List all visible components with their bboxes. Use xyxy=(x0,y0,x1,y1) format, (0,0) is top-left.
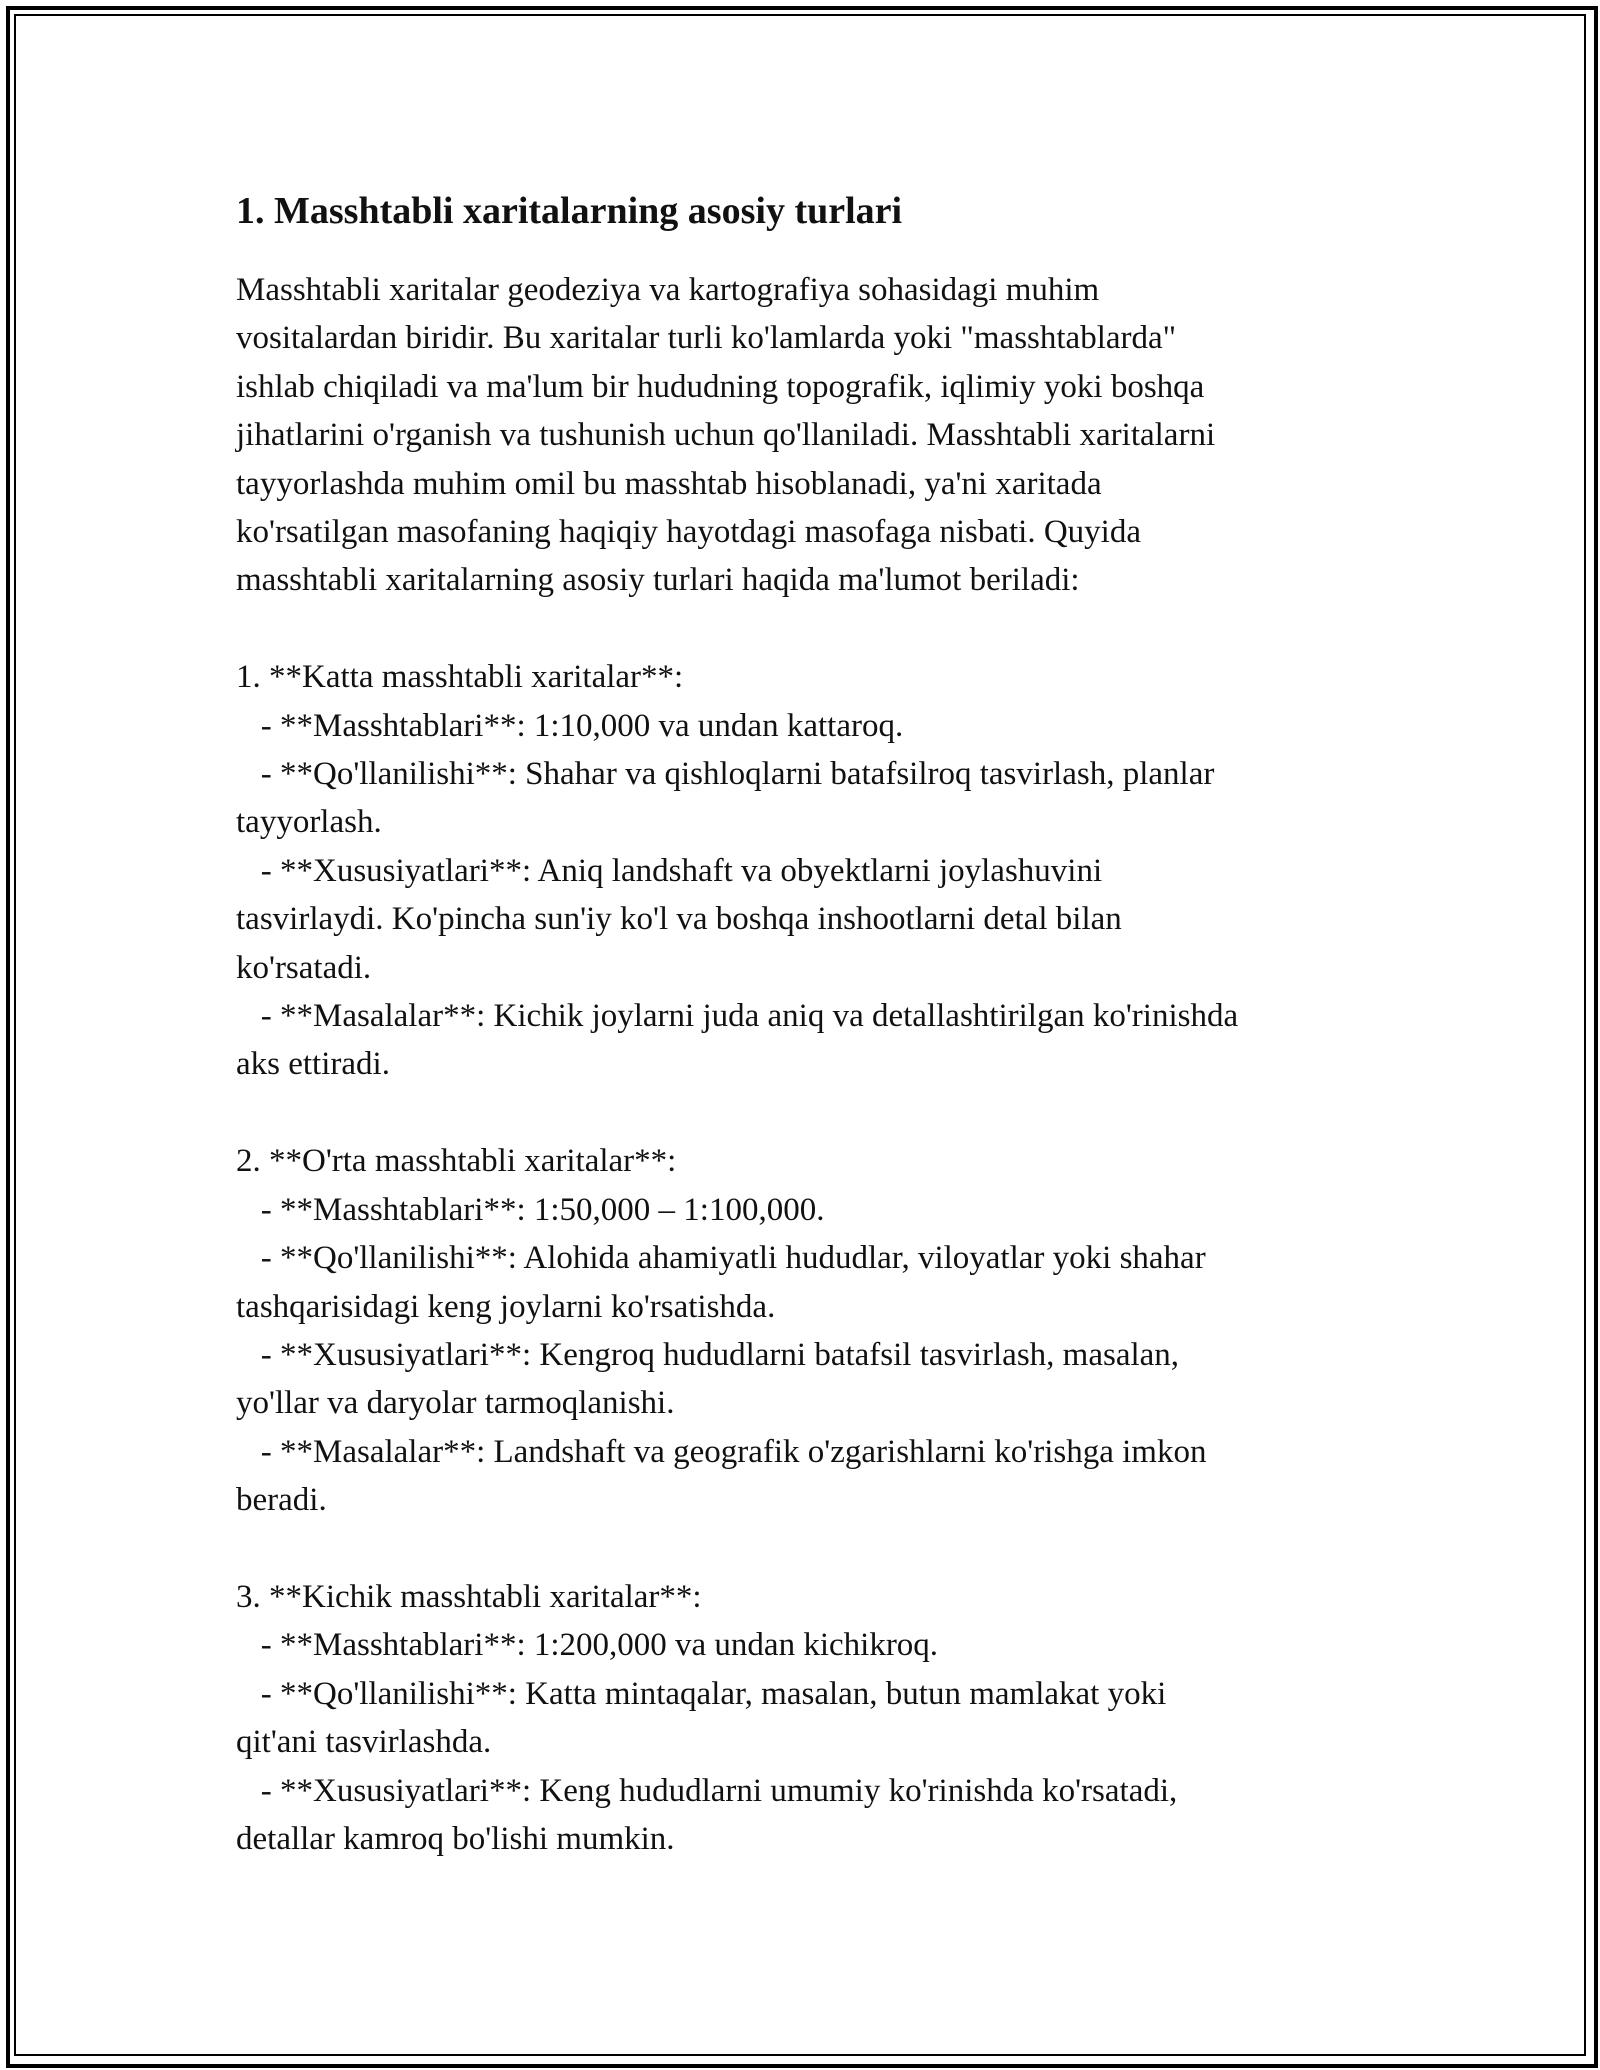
blank-line xyxy=(236,1525,1376,1573)
list-item-line: - **Xususiyatlari**: Kengroq hududlarni batafsil tasvirlash, masalan, yo'llar va daryolar tarmoqlanishi. xyxy=(236,1336,1180,1422)
blank-line xyxy=(236,605,1376,653)
list-item-line: - **Qo'llanilishi**: Alohida ahamiyatli hududlar, viloyatlar yoki shahar tashqarisidagi keng joylarni ko'rsatishda. xyxy=(236,1240,1206,1325)
list-item-line: - **Xususiyatlari**: Keng hududlarni umumiy ko'rinishda ko'rsatadi, detallar kamroq bo'lishi mumkin. xyxy=(236,1772,1178,1857)
intro-paragraph: Masshtabli xaritalar geodeziya va kartografiya sohasidagi muhim vositalardan biridir. Bu xaritalar turli ko'lamlarda yoki "masshtablarda" ishlab chiqiladi va ma'lum bir hududning topografik, iqlimiy yoki boshqa jihatlarini o'rganish va tushunish uchun qo'llaniladi. Masshtabli xaritalarni tayyorlashda muhim omil bu masshtab hisoblanadi, ya'ni xaritada ko'rsatilgan masofaning haqiqiy hayotdagi masofaga nisbati. Quyida masshtabli xaritalarning asosiy turlari haqida ma'lumot beriladi: xyxy=(236,272,1216,599)
list-item-line: - **Xususiyatlari**: Aniq landshaft va obyektlarni joylashuvini tasvirlaydi. Ko'pincha sun'iy ko'l va boshqa inshootlarni detal bilan ko'rsatadi. xyxy=(236,852,1122,986)
blank-line xyxy=(236,1089,1376,1137)
list-item-line: - **Masshtablari**: 1:10,000 va undan kattaroq. xyxy=(236,707,904,744)
list-item-line: - **Masshtablari**: 1:50,000 – 1:100,000. xyxy=(236,1191,825,1228)
list-item-line: - **Qo'llanilishi**: Katta mintaqalar, masalan, butun mamlakat yoki qit'ani tasvirlashda. xyxy=(236,1675,1167,1761)
list-item-line: - **Masalalar**: Landshaft va geografik o'zgarishlarni ko'rishga imkon beradi. xyxy=(236,1433,1207,1519)
list-item-title: 2. **O'rta masshtabli xaritalar**: xyxy=(236,1143,677,1180)
list-item-title: 3. **Kichik masshtabli xaritalar**: xyxy=(236,1578,702,1615)
list-item-line: - **Masshtablari**: 1:200,000 va undan kichikroq. xyxy=(236,1627,939,1664)
list-item-title: 1. **Katta masshtabli xaritalar**: xyxy=(236,659,684,696)
list-item-large-scale xyxy=(236,653,1376,1089)
list-item-medium-scale xyxy=(236,1137,1376,1524)
section-heading: 1. Masshtabli xaritalarning asosiy turlari xyxy=(236,190,903,232)
list-item-line: - **Qo'llanilishi**: Shahar va qishloqlarni batafsilroq tasvirlash, planlar tayyorlash. xyxy=(236,756,1215,841)
list-item-line: - **Masalalar**: Kichik joylarni juda aniq va detallashtirilgan ko'rinishda aks ettiradi. xyxy=(236,998,1239,1083)
list-item-small-scale xyxy=(236,1573,1376,1863)
document-body xyxy=(236,186,1376,1863)
